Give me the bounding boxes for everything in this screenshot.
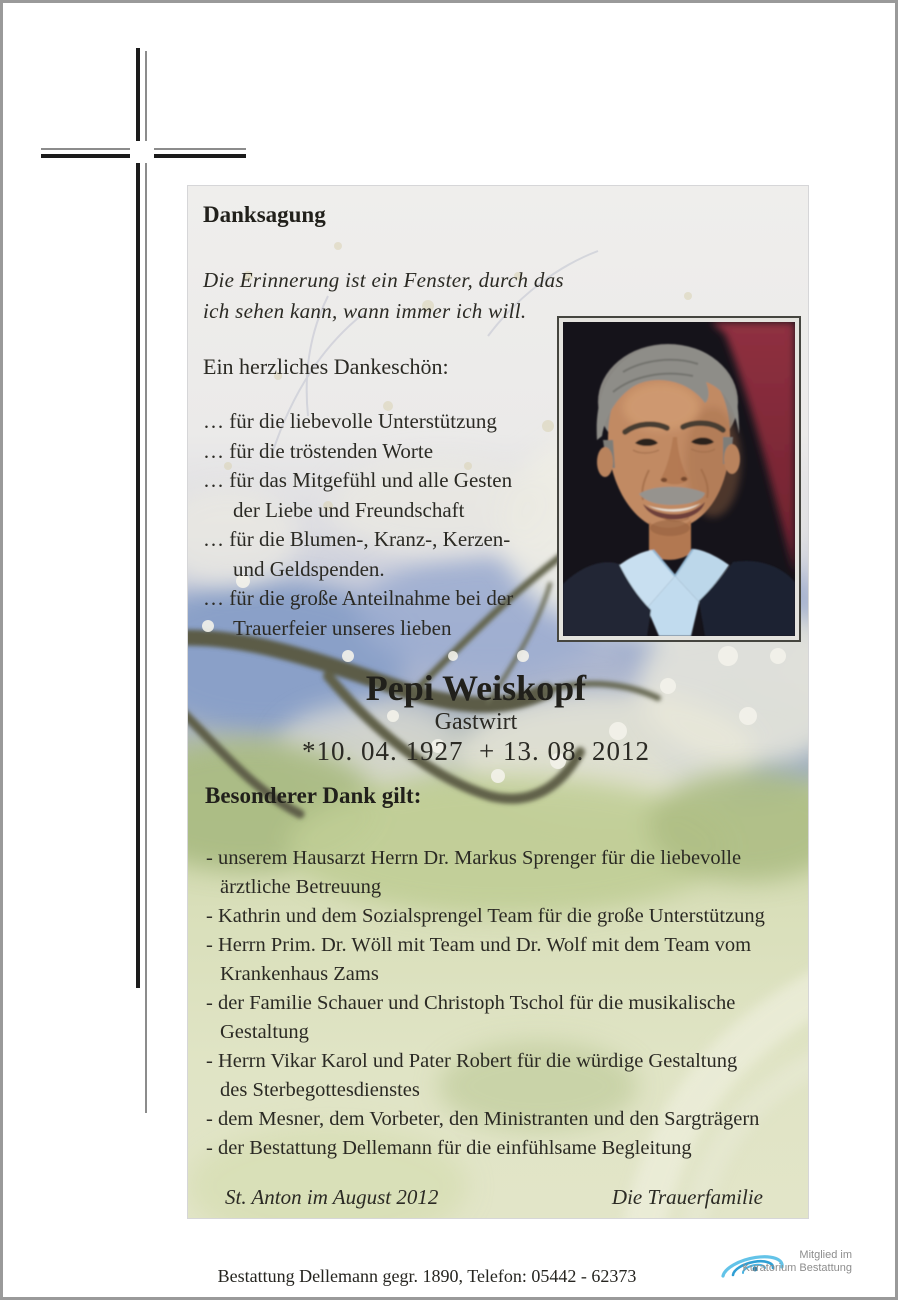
special-thanks-line: Gestaltung [220,1021,309,1043]
thanks-line: … für die liebevolle Unterstützung [203,409,497,433]
quote-line: Die Erinnerung ist ein Fenster, durch das [203,268,564,292]
closing-line [203,1185,793,1210]
special-thanks-line: Krankenhaus Zams [220,963,379,985]
thanks-line: … für die große Anteilnahme bei der [203,586,514,610]
special-thanks-heading: Besonderer Dank gilt: [205,783,422,808]
special-thanks-line: - Kathrin und dem Sozialsprengel Team für die große Unterstützung [206,905,765,927]
special-thanks-line: ärztliche Betreuung [220,876,382,898]
special-thanks-line: - der Bestattung Dellemann für die einfühlsame Begleitung [206,1137,692,1159]
special-thanks-list [206,844,765,1163]
special-thanks-line: - der Familie Schauer und Christoph Tschol für die musikalische [206,992,736,1014]
thanks-line: … für die Blumen-, Kranz-, Kerzen- [203,527,511,551]
cross-vertical-black [136,48,140,988]
deceased-block [196,668,756,767]
deceased-name: Pepi Weiskopf [365,668,587,708]
thanks-line: Trauerfeier unseres lieben [233,615,452,640]
portrait-photo [563,322,795,636]
thanks-intro: Ein herzliches Dankeschön: [203,354,449,379]
special-thanks-line: - Herrn Prim. Dr. Wöll mit Team und Dr. Wolf mit dem Team vom [206,934,752,956]
deceased-occupation: Gastwirt [434,709,518,735]
special-thanks-line: - unserem Hausarzt Herrn Dr. Markus Sprenger für die liebevolle [206,847,742,869]
memorial-card [188,186,808,1218]
deceased-dates: *10. 04. 1927 + 13. 08. 2012 [302,736,650,766]
special-thanks-line: - dem Mesner, dem Vorbeter, den Ministranten und den Sargträgern [206,1108,760,1130]
thanks-line: … für die tröstenden Worte [203,438,434,463]
footer-funeral-home: Bestattung Dellemann gegr. 1890, Telefon: 05442 - 62373 [217,1266,637,1286]
thanks-list [203,407,513,643]
special-thanks-line: - Herrn Vikar Karol und Pater Robert für die würdige Gestaltung [206,1050,738,1072]
membership-line: Mitglied im [799,1249,852,1261]
photo-frame [557,316,801,642]
quote-line: ich sehen kann, wann immer ich will. [203,299,527,323]
thanks-line: und Geldspenden. [233,556,385,581]
memorial-quote [203,265,564,327]
thanks-line: der Liebe und Freundschaft [233,497,465,522]
thanks-line: … für das Mitgefühl und alle Gesten [203,468,513,492]
special-thanks-line: des Sterbegottesdienstes [220,1079,420,1101]
card-title: Danksagung [203,202,326,227]
cross-center-gap [130,141,154,163]
membership-line: Kuratorium Bestattung [742,1262,852,1274]
membership-text [743,1249,852,1275]
closing-signature: Die Trauerfamilie [611,1185,763,1209]
closing-place-date: St. Anton im August 2012 [225,1185,439,1209]
cross-vertical-gray [145,51,147,1113]
